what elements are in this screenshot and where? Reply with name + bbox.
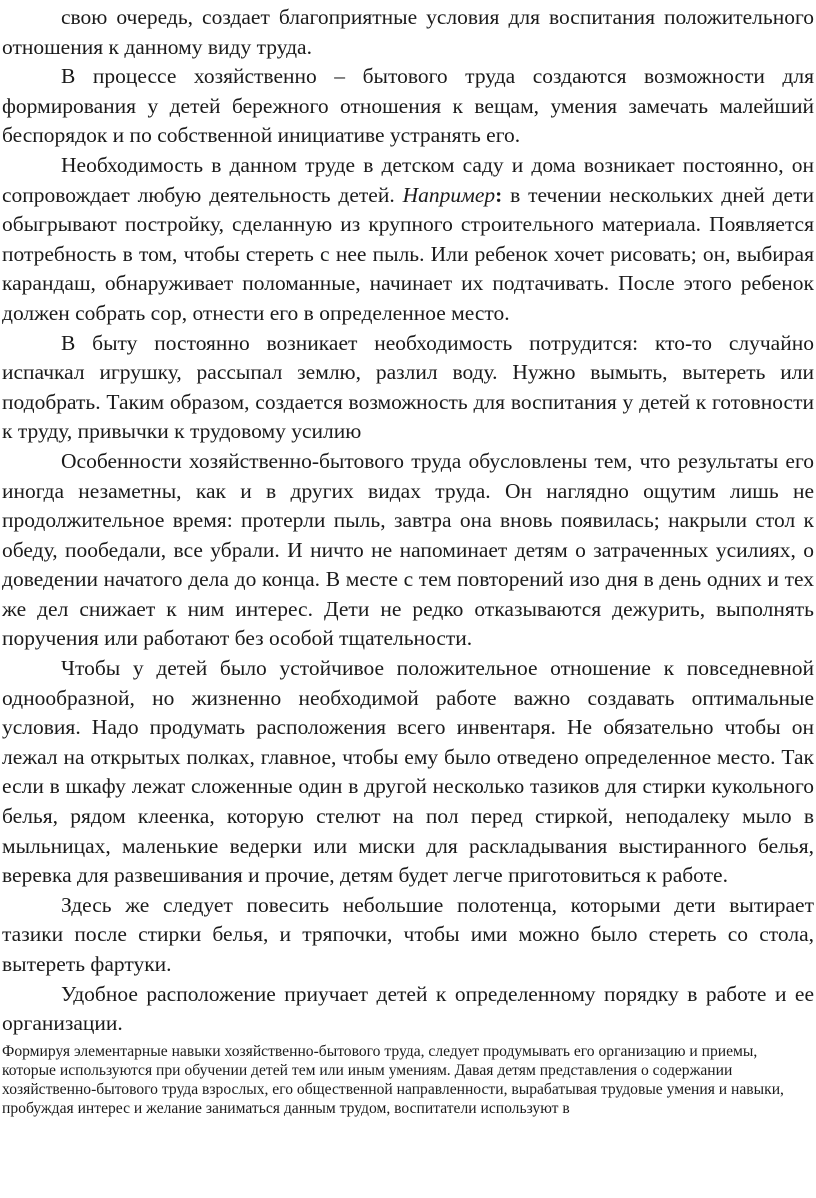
paragraph: [2, 891, 814, 980]
paragraph: [2, 654, 814, 891]
example-label: Например: [402, 182, 496, 207]
paragraph-text: Чтобы у детей было устойчивое положительное отношение к повседневной однообразной, но жизненно необходимой работе важно создавать оптимальные условия. Надо продумать расположения всего инвентаря. Не обязательно чтобы он лежал на открытых полках, главное, чтобы ему было отведено определенное место. Так если в шкафу лежат сложенные один в другой несколько тазиков для стирки кукольного белья, рядом клеенка, которую стелют на пол перед стиркой, неподалеку мыло в мыльницах, маленькие ведерки или миски для раскладывания выстиранного белья, веревка для развешивания и прочие, детям будет легче приготовиться к работе.: [2, 656, 814, 888]
paragraph-text: Здесь же следует повесить небольшие полотенца, которыми дети вытирает тазики после стирки белья, и тряпочки, чтобы ими можно было стереть со стола, вытереть фартуки.: [2, 892, 814, 976]
paragraph-continuation: [2, 3, 814, 62]
paragraph: [2, 447, 814, 654]
paragraph: [2, 329, 814, 447]
paragraph: [2, 980, 814, 1039]
paragraph: [2, 62, 814, 151]
paragraph-text: В быту постоянно возникает необходимость потрудится: кто-то случайно испачкал игрушку, рассыпал землю, разлил воду. Нужно вымыть, вытереть или подобрать. Таким образом, создается возможность для воспитания у детей к готовности к труду, привычки к трудовому усилию: [2, 330, 814, 444]
example-colon: :: [495, 182, 503, 207]
paragraph-text: свою очередь, создает благоприятные условия для воспитания положительного отношения к данному виду труда.: [2, 5, 814, 59]
paragraph-text: Необходимость в данном труде в детском саду и дома возникает постоянно, он сопровождает любую деятельность детей.: [2, 152, 814, 207]
paragraph: [2, 151, 814, 329]
paragraph-text: в течении нескольких дней дети обыгрывают постройку, сделанную из крупного строительного материала. Появляется потребность в том, чтобы стереть с нее пыль. Или ребенок хочет рисовать; он, выбирая карандаш, обнаруживает поломанные, начинает их подтачивать. После этого ребенок должен собрать сор, отнести его в определенное место.: [2, 182, 814, 325]
main-text-body: [2, 3, 814, 1039]
paragraph-text: В процессе хозяйственно – бытового труда создаются возможности для формирования у детей бережного отношения к вещам, умения замечать малейший беспорядок и по собственной инициативе устранять его.: [2, 64, 814, 148]
footer-small-text: Формируя элементарные навыки хозяйственно-бытового труда, следует продумывать его организацию и приемы, которые используются при обучении детей тем или иным умениям. Давая детям представления о содержании хозяйственно-бытового труда взрослых, его общественной направленности, вырабатывая трудовые умения и навыки, пробуждая интерес и желание заниматься данным трудом, воспитатели используют в: [2, 1042, 784, 1118]
paragraph-text: Особенности хозяйственно-бытового труда обусловлены тем, что результаты его иногда незаметны, как и в других видах труда. Он наглядно ощутим лишь не продолжительное время: протерли пыль, завтра она вновь появилась; накрыли стол к обеду, пообедали, все убрали. И ничто не напоминает детям о затраченных усилиях, о доведении начатого дела до конца. В месте с тем повторений изо дня в день одних и тех же дел снижает к ним интерес. Дети не редко отказываются дежурить, выполнять поручения или работают без особой тщательности.: [2, 448, 814, 651]
paragraph-text: Удобное расположение приучает детей к определенному порядку в работе и ее организации.: [2, 981, 814, 1036]
